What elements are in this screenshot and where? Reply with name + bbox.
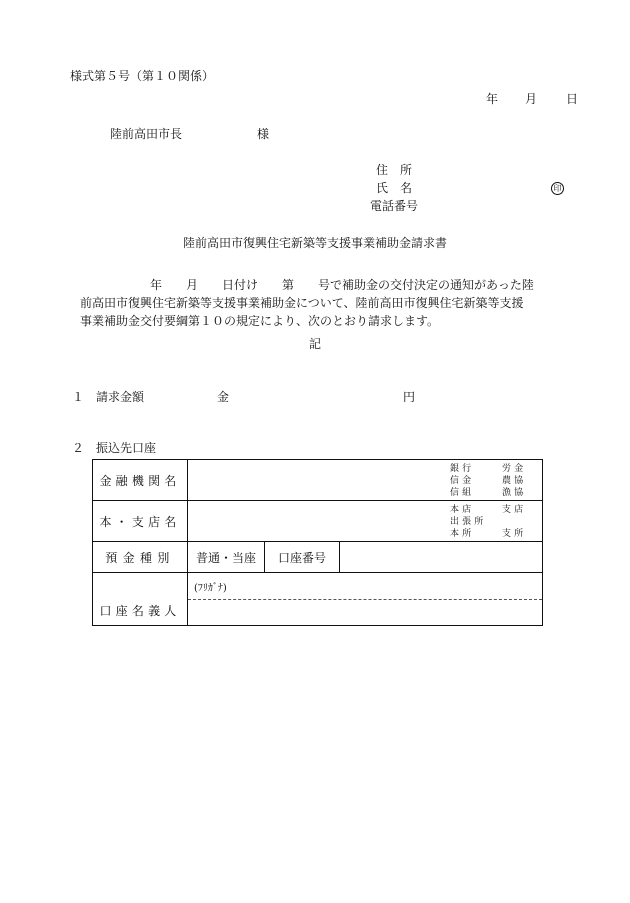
furigana-divider xyxy=(188,599,542,600)
account-number-field[interactable] xyxy=(340,542,543,573)
bank-account-label: 振込先口座 xyxy=(96,441,157,455)
account-name-field[interactable] xyxy=(188,573,543,626)
body-line-3: 事業補助金交付要綱第１０の規定により、次のとおり請求します。 xyxy=(80,314,440,328)
form-number: 様式第５号（第１０関係） xyxy=(70,69,215,83)
branch-type-options xyxy=(450,504,532,540)
account-type-row xyxy=(93,542,543,573)
bank-account-table xyxy=(92,459,543,626)
account-name-row xyxy=(93,573,543,626)
seal-icon: 印 xyxy=(551,182,564,195)
account-name-label: 口座名義人 xyxy=(93,573,188,626)
kin-label: 金 xyxy=(217,390,230,404)
bank-type-option: 信組 xyxy=(450,488,475,498)
bank-type-option: 銀行 xyxy=(450,464,475,474)
branch-type-option: 出張所 xyxy=(450,517,487,527)
branch-type-option: 本店 xyxy=(450,505,475,515)
account-type-label: 預金種別 xyxy=(93,542,188,573)
branch-name-label: 本・支店名 xyxy=(93,501,188,542)
document-title: 陸前高田市復興住宅新築等支援事業補助金請求書 xyxy=(182,236,447,250)
branch-type-option: 本所 xyxy=(450,529,475,539)
section-1-number: １ xyxy=(72,390,85,404)
addressee-honorific: 様 xyxy=(257,127,270,141)
date-year-label: 年 xyxy=(486,92,499,106)
section-2-number: ２ xyxy=(72,441,85,455)
yen-label: 円 xyxy=(403,390,416,404)
body-line-2: 前高田市復興住宅新築等支援事業補助金について、陸前高田市復興住宅新築等支援 xyxy=(80,296,524,310)
branch-row xyxy=(93,501,543,542)
bank-type-option: 労金 xyxy=(502,464,527,474)
branch-type-option: 支所 xyxy=(502,529,527,539)
bank-row xyxy=(93,460,543,501)
account-type-value[interactable]: 普通・当座 xyxy=(188,542,265,573)
account-number-label: 口座番号 xyxy=(265,542,340,573)
addressee-name: 陸前高田市長 xyxy=(110,127,183,141)
bank-type-option: 農協 xyxy=(502,476,527,486)
branch-type-option xyxy=(502,516,532,528)
claim-amount-label: 請求金額 xyxy=(96,390,145,404)
address-label: 住 所 xyxy=(376,163,413,177)
date-day-label: 日 xyxy=(566,92,579,106)
branch-name-field[interactable] xyxy=(188,501,543,542)
bank-type-option: 信金 xyxy=(450,476,475,486)
furigana-label: (ﾌﾘｶﾞﾅ) xyxy=(194,583,227,594)
phone-label: 電話番号 xyxy=(370,199,419,213)
body-line-1: 年 月 日付け 第 号で補助金の交付決定の通知があった陸 xyxy=(150,278,534,292)
name-label: 氏 名 xyxy=(376,181,413,195)
bank-type-option: 漁協 xyxy=(502,488,527,498)
bank-type-options xyxy=(450,463,532,499)
date-month-label: 月 xyxy=(525,92,538,106)
branch-type-option: 支店 xyxy=(502,505,527,515)
ki-heading: 記 xyxy=(308,337,321,351)
bank-name-label: 金融機関名 xyxy=(93,460,188,501)
bank-name-field[interactable] xyxy=(188,460,543,501)
